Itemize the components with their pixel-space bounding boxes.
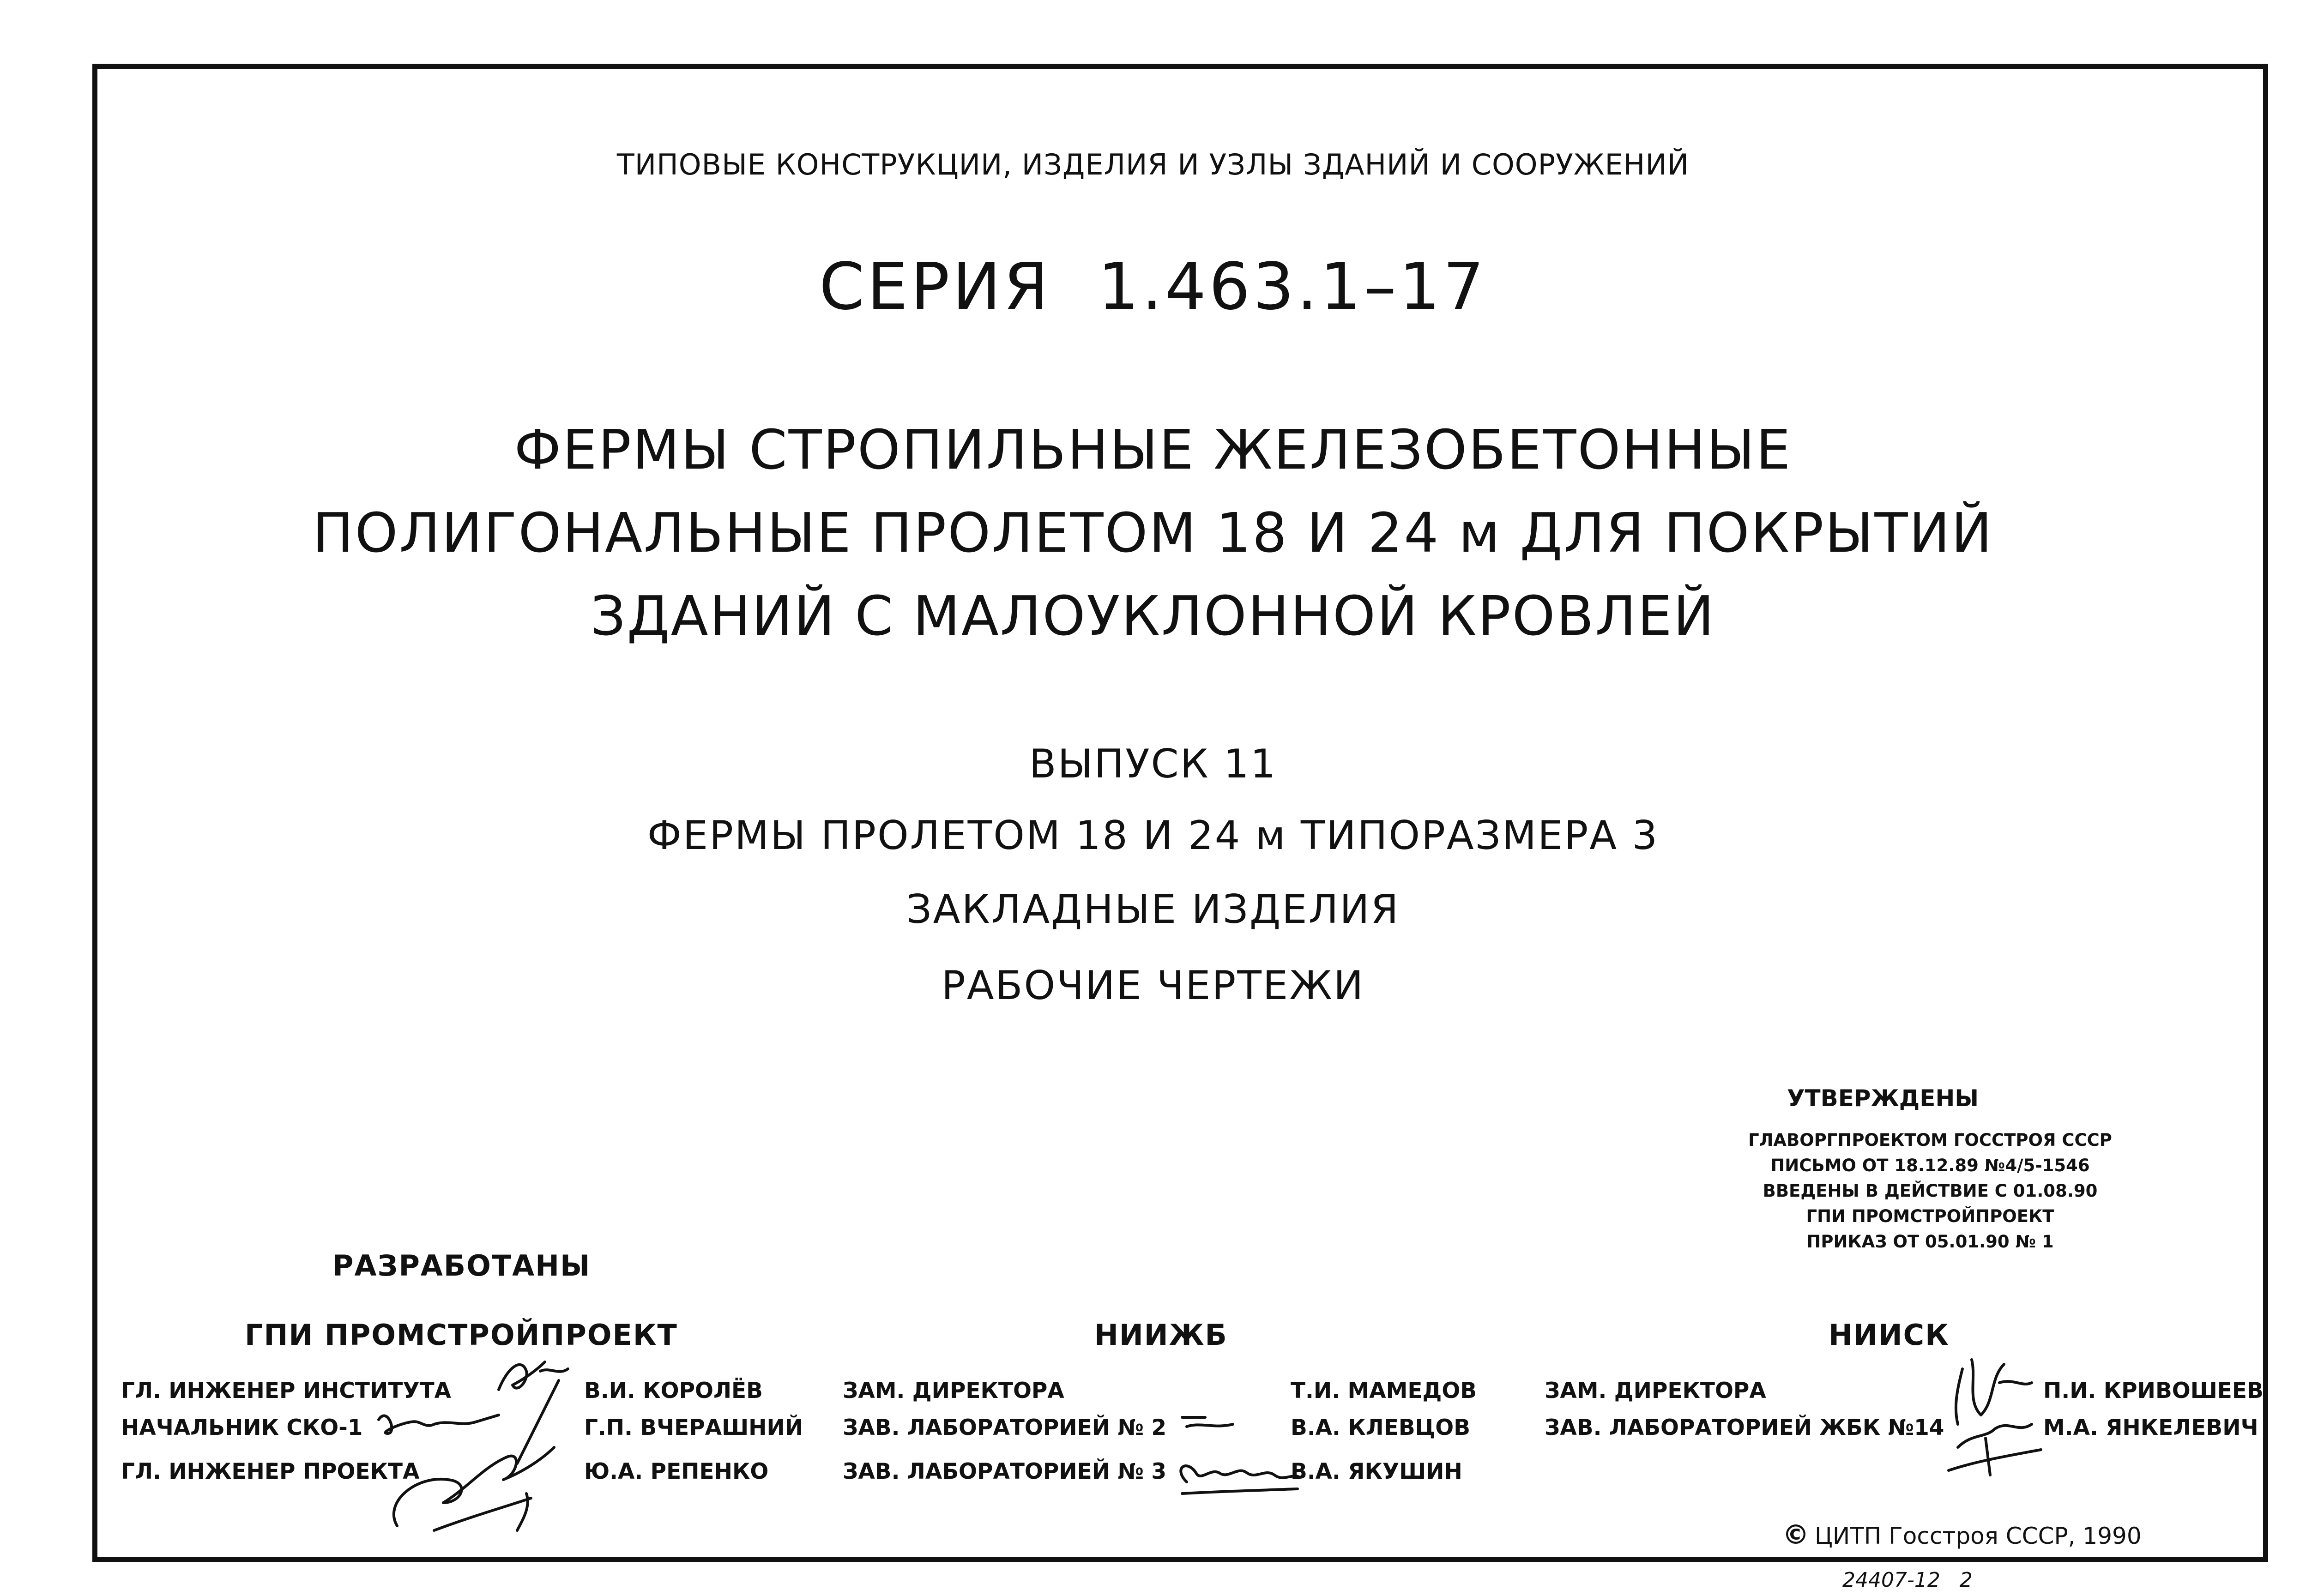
title-line-3: ЗДАНИЙ С МАЛОУКЛОННОЙ КРОВЛЕЙ (590, 584, 1716, 648)
signature-repenko (379, 1438, 573, 1540)
copyright (1782, 1519, 2142, 1550)
copyright-text: ЦИТП Госстроя СССР, 1990 (1815, 1523, 2142, 1549)
signature-klevtsov (1177, 1408, 1238, 1436)
org-name: НИИСК (1829, 1318, 1950, 1352)
org-name: ГПИ ПРОМСТРОЙПРОЕКТ (245, 1318, 678, 1352)
staff-position: ГЛ. ИНЖЕНЕР ПРОЕКТА (121, 1459, 420, 1484)
org-name: НИИЖБ (1094, 1318, 1228, 1352)
approved-line: ГЛАВОРГПРОЕКТОМ ГОССТРОЯ СССР (1748, 1130, 2112, 1150)
developed-title: РАЗРАБОТАНЫ (332, 1249, 591, 1283)
staff-name: В.А. ЯКУШИН (1291, 1459, 1462, 1484)
staff-name: В.А. КЛЕВЦОВ (1291, 1415, 1471, 1440)
staff-name: Ю.А. РЕПЕНКО (584, 1459, 769, 1484)
approved-line: ПРИКАЗ ОТ 05.01.90 № 1 (1806, 1232, 2054, 1252)
approved-line: ПИСЬМО ОТ 18.12.89 №4/5-1546 (1770, 1156, 2090, 1175)
signature-yakushin (1168, 1454, 1307, 1500)
staff-position: НАЧАЛЬНИК СКО-1 (121, 1415, 363, 1440)
title-line-1: ФЕРМЫ СТРОПИЛЬНЫЕ ЖЕЛЕЗОБЕТОННЫЕ (514, 418, 1792, 482)
series-number: СЕРИЯ 1.463.1–17 (819, 249, 1487, 325)
staff-position: ЗАВ. ЛАБОРАТОРИЕЙ № 2 (843, 1415, 1167, 1440)
signature-krivosheev-yankelevich (1930, 1350, 2050, 1484)
copyright-icon: © (1782, 1519, 1809, 1550)
approved-line: ВВЕДЕНЫ В ДЕЙСТВИЕ С 01.08.90 (1763, 1181, 2098, 1201)
issue-number: ВЫПУСК 11 (1029, 741, 1277, 787)
signature-vcherashniy (369, 1401, 508, 1443)
document-header: ТИПОВЫЕ КОНСТРУКЦИИ, ИЗДЕЛИЯ И УЗЛЫ ЗДАНИЙ И СООРУЖЕНИЙ (616, 148, 1690, 181)
staff-name: М.А. ЯНКЕЛЕВИЧ (2043, 1415, 2258, 1440)
staff-name: П.И. КРИВОШЕЕВ (2043, 1378, 2264, 1403)
approved-title: УТВЕРЖДЕНЫ (1787, 1085, 1979, 1112)
staff-position: ЗАМ. ДИРЕКТОРА (843, 1378, 1064, 1403)
staff-position: ГЛ. ИНЖЕНЕР ИНСТИТУТА (121, 1378, 452, 1403)
document-stamp: 24407-12 2 (1842, 1568, 1973, 1592)
staff-name: Г.П. ВЧЕРАШНИЙ (584, 1415, 803, 1440)
subtitle-line-3: РАБОЧИЕ ЧЕРТЕЖИ (941, 963, 1365, 1009)
subtitle-line-1: ФЕРМЫ ПРОЛЕТОМ 18 И 24 м ТИПОРАЗМЕРА 3 (647, 813, 1659, 859)
staff-name: Т.И. МАМЕДОВ (1291, 1378, 1477, 1403)
approved-line: ГПИ ПРОМСТРОЙПРОЕКТ (1806, 1206, 2054, 1226)
staff-position: ЗАВ. ЛАБОРАТОРИЕЙ ЖБК №14 (1545, 1415, 1944, 1440)
staff-position: ЗАМ. ДИРЕКТОРА (1545, 1378, 1766, 1403)
title-line-2: ПОЛИГОНАЛЬНЫЕ ПРОЛЕТОМ 18 И 24 м ДЛЯ ПОКРЫТИЙ (312, 501, 1994, 565)
staff-position: ЗАВ. ЛАБОРАТОРИЕЙ № 3 (843, 1459, 1167, 1484)
staff-name: В.И. КОРОЛЁВ (584, 1378, 763, 1403)
subtitle-line-2: ЗАКЛАДНЫЕ ИЗДЕЛИЯ (906, 886, 1400, 933)
